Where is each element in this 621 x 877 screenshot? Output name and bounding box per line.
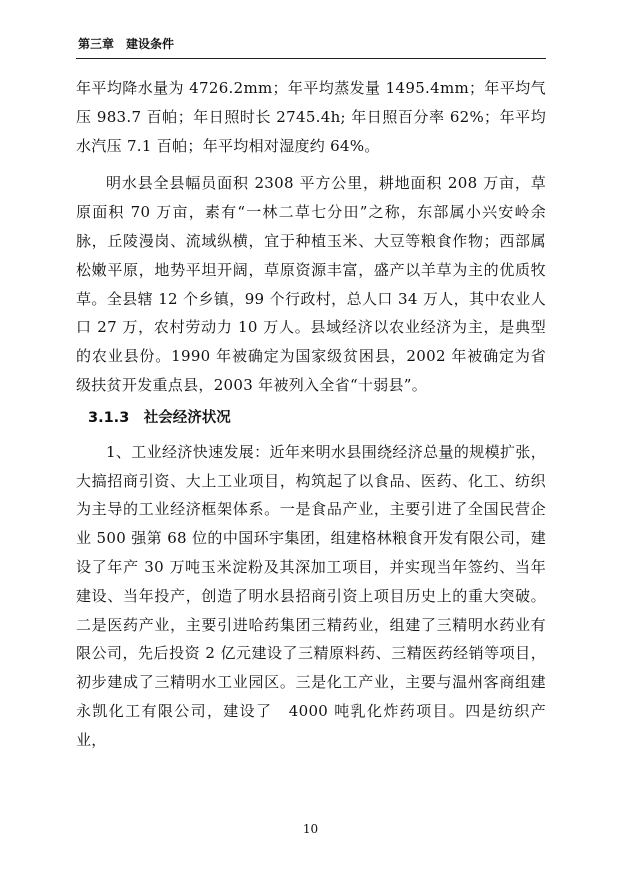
climate-paragraph: 年平均降水量为 4726.2mm；年平均蒸发量 1495.4mm；年平均气压 983.7 百帕；年日照时长 2745.4h; 年日照百分率 62%；年平均水汽压 7.1 百帕；年平均相对湿度约 64%。 [76,79,546,155]
section-heading: 3.1.3 社会经济状况 [88,409,231,426]
header-divider [76,58,546,59]
county-overview-paragraph: 明水县全县幅员面积 2308 平方公里，耕地面积 208 万亩，草原面积 70 万亩，素有“一林二草七分田”之称，东部属小兴安岭余脉，丘陵漫岗、流域纵横，宜于种植玉米、大豆等粮食作物；西部属松嫩平原，地势平坦开阔，草原资源丰富，盛产以羊草为主的优质牧草。全县辖 12 个乡镇，99 个行政村，总人口 34 万人，其中农业人口 27 万，农村劳动力 10 万人。县域经济以农业经济为主，是典型的农业县份。1990 年被确定为国家级贫困县，2002 年被确定为省级扶贫开发重点县，2003 年被列入全省“十弱县”。 [76,174,546,394]
chapter-header: 第三章 建设条件 [78,37,175,51]
page-number: 10 [302,822,319,836]
document-body [76,74,546,755]
industry-paragraph: 1、工业经济快速发展：近年来明水县围绕经济总量的规模扩张，大搞招商引资、大上工业项目，构筑起了以食品、医药、化工、纺织为主导的工业经济框架体系。一是食品产业，主要引进了全国民营企业 500 强第 68 位的中国环宇集团，组建格林粮食开发有限公司，建设了年产 30 万吨玉米淀粉及其深加工项目，并实现当年签约、当年建设、当年投产，创造了明水县招商引资上项目历史上的重大突破。二是医药产业，主要引进哈药集团三精药业，组建了三精明水药业有限公司，先后投资 2 亿元建设了三精原料药、三精医药经销等项目，初步建成了三精明水工业园区。三是化工产业，主要与温州客商组建永凯化工有限公司，建设了 4000 吨乳化炸药项目。四是纺织产业， [76,442,546,749]
